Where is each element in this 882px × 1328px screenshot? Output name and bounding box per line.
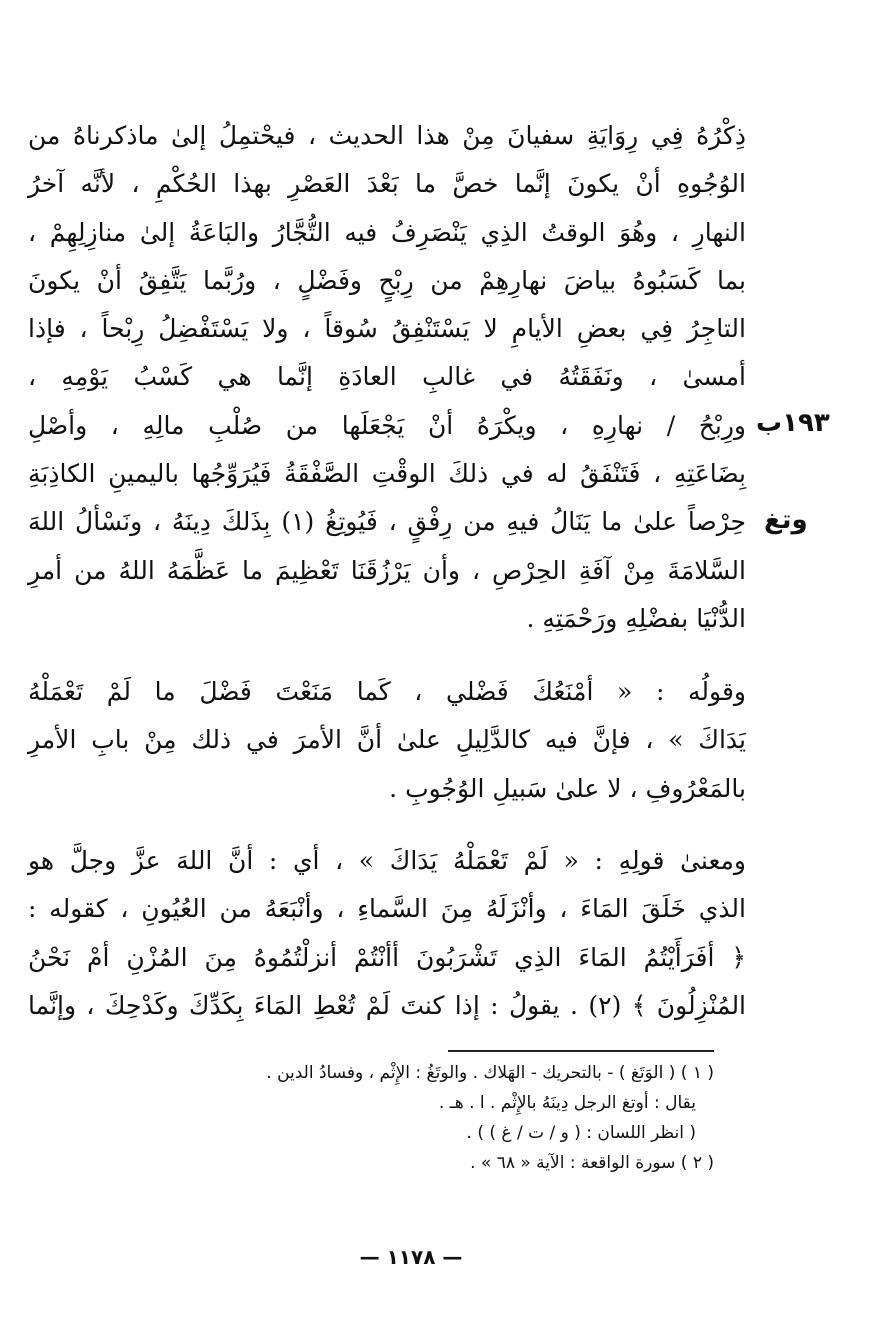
- footnote-1-continued: يقال : أوتغ الرجل دِينَهُ بالإِثْم . ا . هـ .: [438, 1093, 696, 1113]
- text-line: السَّلامَةَ مِنْ آفَةِ الحِرْصِ ، وأن يَرْزُقَنَا تَعْظِيمَ ما عَظَّمَهُ اللهُ من أمرِ: [28, 555, 746, 585]
- text-line: ذِكْرُهُ فِي رِوَايَةِ سفيانَ مِنْ هذا الحديث ، فيحْتمِلُ إلىٰ ماذكرناهُ من: [28, 121, 746, 150]
- text-line: ومعنىٰ قولِهِ : « لَمْ تَعْمَلْهُ يَدَاكَ » ، أي : أنَّ اللهَ عزَّ وجلَّ هو: [28, 846, 746, 875]
- text-line: ﴿ أفَرَأَيْتُمُ المَاءَ الذِي تَشْرَبُونَ أأنْتُمْ أنزلْتُمُوهُ مِنَ المُزْنِ أمْ نَحْنُ: [28, 942, 746, 972]
- text-line: بِضَاعَتِهِ ، فَتَنْفَقُ له في ذلكَ الوقْتِ الصَّفْقَةُ فَيُرَوِّجُها باليمينِ الكاذِبَةِ: [28, 459, 746, 489]
- footnote-2: ( ٢ ) سورة الواقعة : الآية « ٦٨ » .: [470, 1153, 714, 1173]
- footnote-1-reference: ( انظر اللسان : ( و / ت / غ ) ) .: [466, 1123, 696, 1143]
- text-line: النهارِ ، وهُوَ الوقتُ الذِي يَنْصَرِفُ فيه التُّجَّارُ والبَاعَةُ إلىٰ منازِلِهِمْ ،: [28, 217, 746, 247]
- text-line: المُنْزِلُونَ ﴾ (٢) . يقولُ : إذا كنتَ لَمْ تُعْطِ المَاءَ بِكَدِّكَ وكَدْحِكَ ، وإنَّما: [28, 990, 747, 1020]
- text-line: الدُّنْيَا بفضْلِهِ ورَحْمَتِهِ .: [526, 603, 746, 633]
- text-line: أمسىٰ ، ونَفَقَتُهُ في غالبِ العادَةِ إنَّما هي كَسْبُ يَوْمِهِ ،: [28, 362, 746, 392]
- text-line: بالمَعْرُوفِ ، لا علىٰ سَبيلِ الوُجُوبِ .: [389, 773, 746, 803]
- text-line: بما كَسَبُوهُ بياضَ نهارِهِمْ من رِبْحٍ وفَضْلٍ ، ورُبَّما يَتَّفِقُ أنْ يكونَ: [28, 265, 746, 295]
- paragraph-2: [28, 668, 746, 813]
- page-number: — ١١٧٨ —: [359, 1245, 463, 1269]
- text-line: التاجِرُ فِي بعضِ الأيامِ لا يَسْتَنْفِقُ سُوقاً ، ولا يَسْتَفْضِلُ رِبْحاً ، فإذا: [28, 314, 746, 344]
- text-line: يَدَاكَ » ، فإنَّ فيه كالدَّلِيلِ علىٰ أنَّ الأمرَ في ذلك مِنْ بابِ الأمرِ: [28, 725, 746, 755]
- footnotes: [100, 1058, 714, 1178]
- margin-gloss-note: وتغ: [764, 505, 808, 535]
- text-line: ورِبْحُ / نهارِهِ ، ويكْرَهُ أنْ يَجْعَلَها من صُلْبِ مالِهِ ، وأصْلِ: [28, 410, 746, 440]
- paragraph-3: [28, 837, 746, 1030]
- text-line: الذي خَلَقَ المَاءَ ، وأنْزَلَهُ مِنَ السَّماءِ ، وأنْبَعَهُ من العُيُونِ ، كقوله :: [28, 894, 746, 924]
- text-line: حِرْصاً علىٰ ما يَنَالُ فيهِ من رِفْقٍ ، فَيُوتِغُ (١) بِذَلكَ دِينَهُ ، ونَسْألُ اللهَ: [28, 507, 747, 537]
- text-line: وقولُه : « أمْنَعُكَ فَضْلي ، كَما مَنَعْتَ فَضْلَ ما لَمْ تَعْمَلْهُ: [28, 677, 746, 706]
- paragraph-1: [28, 112, 746, 643]
- footnote-separator: [448, 1050, 714, 1052]
- text-line: الوُجُوهِ أنْ يكونَ إنَّما خصَّ ما بَعْدَ العَصْرِ بهذا الحُكْمِ ، لأنَّه آخرُ: [28, 169, 746, 199]
- margin-folio-note: ١٩٣ب: [756, 408, 830, 438]
- footnote-1: ( ١ ) ( الوَتَغ ) - بالتحريك - الهَلاك . والوتَغُ : الإِثْم ، وفسادُ الدين .: [266, 1063, 714, 1083]
